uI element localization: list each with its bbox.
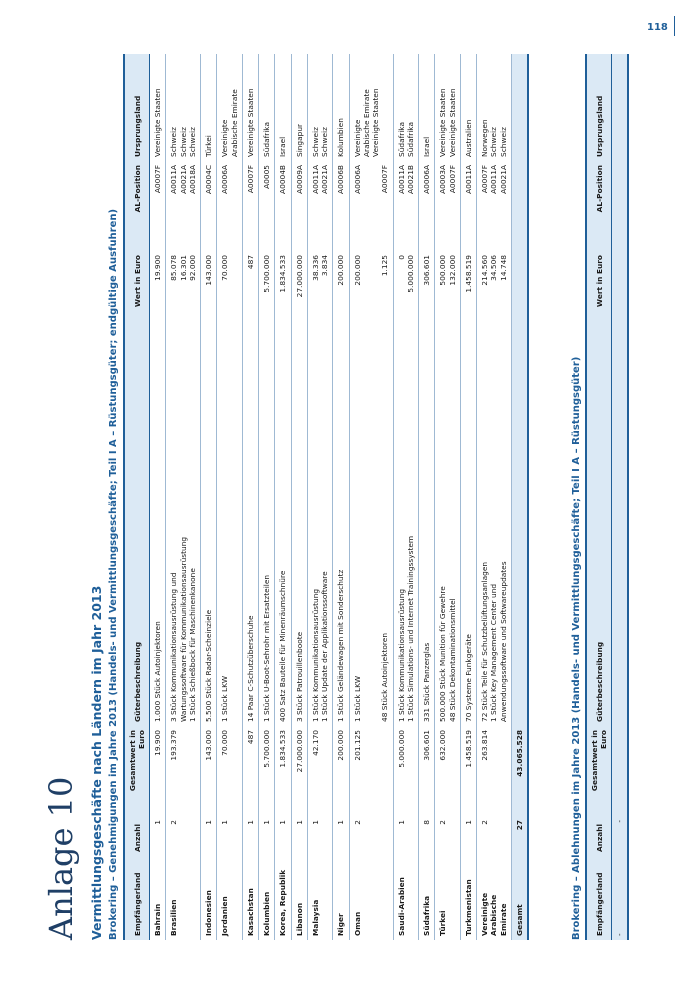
cell-gueterbeschreibung-line: 1 Stück Simulations- und Internet Trainingssystem [405,535,415,722]
cell-wert-line: 5.000.000 [405,255,415,293]
cell-wert-line: 487 [245,255,255,270]
cell-empfaengerland: Libanon [291,856,307,940]
total-gesamtwert: 43.065.528 [511,726,528,816]
cell-gueterbeschreibung-line: 3 Stück Kommunikationsausrüstung und [169,572,179,722]
cell-anzahl: 1 [333,816,349,856]
rejections-table [585,54,629,940]
cell-ursprungsland [201,54,217,161]
approvals-table [123,54,529,940]
cell-wert [333,251,349,506]
rejection-empty [612,161,629,251]
cell-gueterbeschreibung-line: 1 Stück Schießbock für Maschinenkanone [187,568,197,722]
header-gesamtwert: Gesamtwert in Euro [124,726,150,816]
cell-wert [259,251,275,506]
cell-wert-line: 1.458.519 [463,255,473,293]
cell-gesamtwert: 487 [242,726,258,816]
cell-ursprungsland [419,54,435,161]
total-empty [511,161,528,251]
cell-wert-line: 132.000 [447,255,457,286]
cell-al-position-line [371,165,380,247]
cell-ursprungsland-line: Arabische Emirate [361,89,371,157]
cell-gueterbeschreibung [393,506,419,726]
cell-al-position-line: A0018A [187,165,197,194]
cell-ursprungsland-line: Vereinigte Staaten [438,88,448,157]
table-row [275,54,291,940]
cell-al-position-line: A0011A [489,165,499,194]
table-row [150,54,166,940]
cell-gueterbeschreibung-line: 1 Stück Key Management Center und [489,583,499,722]
cell-ursprungsland-line: Arabische Emirate [229,89,239,157]
cell-al-position-line: A0007F [153,165,162,194]
cell-anzahl: 1 [307,816,333,856]
header-anzahl: Anzahl [124,816,150,856]
landscape-content [42,50,675,940]
cell-wert [307,251,333,506]
cell-empfaengerland: Malaysia [307,856,333,940]
cell-gesamtwert: 200.000 [333,726,349,816]
cell-wert [393,251,419,506]
total-empty [511,506,528,726]
cell-al-position [242,161,258,251]
cell-gueterbeschreibung-line: 48 Stück Dekontaminationsmittel [447,598,457,722]
cell-wert [217,251,243,506]
table-row [393,54,419,940]
cell-al-position-line: A0006A [422,165,431,194]
table-row [435,54,461,940]
cell-empfaengerland: Brasilien [166,856,201,940]
rejection-anzahl: - [612,816,629,856]
cell-gueterbeschreibung-line: 1 Stück LKW [352,675,362,722]
cell-gueterbeschreibung-line: Anwendungssoftware und Softwareupdates [498,561,508,722]
cell-ursprungsland-line: Vereinigte Staaten [153,88,162,157]
cell-al-position-line: A0004C [204,165,213,195]
cell-gueterbeschreibung-line: 1 Stück Geländewagen mit Sonderschutz [336,569,346,722]
cell-anzahl: 1 [291,816,307,856]
cell-ursprungsland [291,54,307,161]
table-row [242,54,258,940]
cell-gesamtwert: 201.125 [349,726,393,816]
cell-empfaengerland: Oman [349,856,393,940]
cell-al-position-line: A0007F [447,165,457,194]
cell-wert-line: 200.000 [336,255,346,286]
cell-empfaengerland: Bahrain [150,856,166,940]
cell-al-position [333,161,349,251]
cell-anzahl: 2 [349,816,393,856]
cell-gueterbeschreibung [275,506,291,726]
cell-gueterbeschreibung-line [362,510,371,722]
cell-ursprungsland-line: Kolumbien [336,118,346,157]
cell-gueterbeschreibung-line: 1.000 Stück Autoinjektoren [153,621,162,722]
cell-al-position-line: A0006A [220,165,230,194]
cell-gueterbeschreibung-line: 48 Stück Autoinjektoren [380,632,390,722]
rejection-empty [612,726,629,816]
cell-al-position [435,161,461,251]
cell-al-position-line: A0005 [262,165,271,189]
cell-al-position [291,161,307,251]
cell-empfaengerland: Kasachstan [242,856,258,940]
cell-anzahl: 2 [166,816,201,856]
cell-ursprungsland-line: Vereinigte [352,119,362,157]
cell-al-position-line: A0004B [278,165,288,194]
section-heading: Vermittlungsgeschäfte nach Ländern im Jahr 2013 [89,585,104,940]
cell-empfaengerland: Türkei [435,856,461,940]
cell-ursprungsland-line: Vereinigte [220,119,230,157]
cell-gesamtwert: 632.000 [435,726,461,816]
cell-gueterbeschreibung-line: 72 Stück Teile für Schutzbelüftungsanlagen [480,561,489,722]
header-wert: Wert in Euro [586,251,612,506]
cell-al-position-line: A0011A [463,165,473,194]
cell-anzahl: 1 [217,816,243,856]
cell-gesamtwert: 5.000.000 [393,726,419,816]
total-empty [511,251,528,506]
header-al-position: AL-Position [124,161,150,251]
cell-anzahl: 1 [150,816,166,856]
cell-wert-line: 34.506 [489,255,499,281]
cell-gueterbeschreibung [460,506,476,726]
header-wert: Wert in Euro [124,251,150,506]
cell-gueterbeschreibung [166,506,201,726]
cell-ursprungsland [333,54,349,161]
cell-wert-line: 5.700.000 [262,255,271,293]
cell-wert-line: 85.078 [169,255,179,281]
cell-al-position-line: A0021A [498,165,508,194]
cell-gueterbeschreibung [259,506,275,726]
cell-al-position-line: A0007F [245,165,255,194]
cell-al-position [275,161,291,251]
cell-al-position-line: A0011A [169,165,179,194]
cell-gesamtwert: 1.458.519 [460,726,476,816]
cell-ursprungsland [217,54,243,161]
cell-gesamtwert: 263.814 [477,726,512,816]
cell-gueterbeschreibung [307,506,333,726]
cell-wert-line: 214.560 [480,255,489,286]
total-anzahl: 27 [511,816,528,856]
cell-al-position-line: A0006B [336,165,346,194]
cell-wert-line: 19.900 [153,255,162,281]
table-row [291,54,307,940]
cell-al-position-line: A0006A [352,165,362,194]
cell-ursprungsland [275,54,291,161]
cell-gesamtwert: 27.000.000 [291,726,307,816]
total-empty [511,54,528,161]
cell-wert-line: 200.000 [352,255,362,286]
cell-gueterbeschreibung-line: 1 Stück Kommunikationsausrüstung [310,588,320,722]
cell-anzahl: 1 [460,816,476,856]
cell-wert-line [362,255,371,502]
cell-wert [477,251,512,506]
cell-wert-line [371,255,380,502]
table-row [201,54,217,940]
cell-ursprungsland [435,54,461,161]
cell-ursprungsland-line: Australien [463,119,473,157]
cell-wert-line: 1.125 [380,255,390,277]
cell-al-position-line: A0007F [380,165,390,194]
cell-al-position-line: A0021A [178,165,188,194]
total-label: Gesamt [511,856,528,940]
cell-al-position [460,161,476,251]
cell-gueterbeschreibung [349,506,393,726]
header-ursprungsland: Ursprungsland [586,54,612,161]
cell-al-position-line: A0011A [310,165,320,194]
cell-wert [166,251,201,506]
cell-empfaengerland: Jordanien [217,856,243,940]
cell-ursprungsland-line: Südafrika [405,122,415,157]
cell-al-position [201,161,217,251]
cell-anzahl: 2 [435,816,461,856]
cell-ursprungsland [242,54,258,161]
cell-wert-line: 16.301 [178,255,188,281]
header-gesamtwert: Gesamtwert in Euro [586,726,612,816]
rejection-empty [612,506,629,726]
cell-al-position [217,161,243,251]
cell-gueterbeschreibung-line: 70 Systeme Funkgeräte [463,634,473,722]
table-row [460,54,476,940]
total-row [511,54,528,940]
cell-ursprungsland-line: Schweiz [310,127,320,157]
cell-al-position-line: A0003A [438,165,448,194]
cell-ursprungsland [349,54,393,161]
cell-al-position [393,161,419,251]
header-al-position: AL-Position [586,161,612,251]
cell-wert-line: 0 [396,255,406,260]
cell-gueterbeschreibung-line: 1 Stück LKW [220,675,230,722]
cell-wert [349,251,393,506]
cell-ursprungsland-line: Schweiz [320,127,329,157]
cell-wert-line: 500.000 [438,255,448,286]
cell-wert [201,251,217,506]
rejection-empty [612,251,629,506]
cell-gesamtwert: 1.834.533 [275,726,291,816]
cell-wert [242,251,258,506]
cell-empfaengerland: Turkmenistan [460,856,476,940]
cell-gueterbeschreibung-line: 400 Satz Bauteile für Minenräumschnüre [278,570,288,722]
cell-ursprungsland-line: Israel [278,136,288,157]
cell-ursprungsland-line: Singapur [294,123,304,157]
cell-empfaengerland: Korea, Republik [275,856,291,940]
cell-ursprungsland-line: Schweiz [187,127,197,157]
rejection-land: - [612,856,629,940]
cell-ursprungsland-line: Vereinigte Staaten [447,88,457,157]
cell-gueterbeschreibung-line: Wartungssoftware für Kommunikationsausrüstung [178,536,188,722]
cell-ursprungsland-line: Südafrika [396,122,406,157]
table-row [333,54,349,940]
rejections-table-header [586,54,612,940]
table-row [307,54,333,940]
cell-al-position-line: A0021A [320,165,329,194]
cell-gesamtwert: 19.900 [150,726,166,816]
cell-gesamtwert: 5.700.000 [259,726,275,816]
table-row [217,54,243,940]
cell-anzahl: 1 [242,816,258,856]
cell-anzahl: 2 [477,816,512,856]
table-row [477,54,512,940]
cell-wert [460,251,476,506]
cell-ursprungsland-line: Schweiz [178,127,188,157]
cell-gueterbeschreibung [333,506,349,726]
cell-gueterbeschreibung-line: 5.500 Stück Radar-Scheinziele [204,609,213,722]
cell-ursprungsland-line: Norwegen [480,119,489,157]
cell-gueterbeschreibung [242,506,258,726]
cell-ursprungsland [150,54,166,161]
cell-gueterbeschreibung-line: 500.000 Stück Munition für Gewehre [438,586,448,722]
cell-wert-line: 70.000 [220,255,230,281]
cell-gueterbeschreibung-line: 1 Stück Kommunikationsausrüstung [396,588,406,722]
cell-anzahl: 1 [393,816,419,856]
header-gueterbeschreibung: Güterbeschreibung [124,506,150,726]
cell-ursprungsland [307,54,333,161]
cell-gueterbeschreibung [419,506,435,726]
header-empfaengerland: Empfängerland [586,856,612,940]
cell-al-position [150,161,166,251]
cell-al-position [259,161,275,251]
cell-al-position-line: A0021B [405,165,415,194]
cell-wert-line: 306.601 [422,255,431,286]
cell-wert-line: 3.834 [320,255,329,277]
cell-gesamtwert: 70.000 [217,726,243,816]
table-row [349,54,393,940]
table-row [259,54,275,940]
cell-al-position-line: A0009A [294,165,304,194]
cell-ursprungsland [166,54,201,161]
cell-ursprungsland-line: Türkei [204,135,213,157]
header-anzahl: Anzahl [586,816,612,856]
cell-gesamtwert: 42.170 [307,726,333,816]
cell-wert-line: 14.748 [498,255,508,281]
cell-wert-line: 27.000.000 [294,255,304,298]
cell-gesamtwert: 143.000 [201,726,217,816]
cell-ursprungsland [477,54,512,161]
cell-empfaengerland: Indonesien [201,856,217,940]
cell-ursprungsland [460,54,476,161]
cell-anzahl: 1 [259,816,275,856]
cell-gesamtwert: 193.379 [166,726,201,816]
cell-al-position [166,161,201,251]
cell-wert-line: 143.000 [204,255,213,286]
cell-wert-line: 1.834.533 [278,255,288,293]
cell-ursprungsland-line: Israel [422,136,431,157]
cell-ursprungsland-line: Schweiz [498,127,508,157]
cell-al-position-line: A0011A [396,165,406,194]
table-row [166,54,201,940]
cell-ursprungsland [259,54,275,161]
cell-empfaengerland: Südafrika [419,856,435,940]
cell-gueterbeschreibung [435,506,461,726]
cell-al-position [477,161,512,251]
approvals-table-body [150,54,512,940]
cell-wert [435,251,461,506]
cell-gueterbeschreibung-line: 14 Paar C-Schutzüberschuhe [245,615,255,722]
cell-al-position-line [362,165,371,247]
anlage-title: Anlage 10 [42,776,80,940]
cell-al-position [307,161,333,251]
page-number: 118 [647,22,668,33]
cell-wert-line: 38.336 [310,255,320,281]
cell-empfaengerland: Niger [333,856,349,940]
table-row [419,54,435,940]
cell-gesamtwert: 306.601 [419,726,435,816]
cell-gueterbeschreibung [291,506,307,726]
cell-ursprungsland-line: Schweiz [169,127,179,157]
cell-wert [150,251,166,506]
cell-ursprungsland-line: Schweiz [489,127,499,157]
cell-gueterbeschreibung-line [371,510,380,722]
cell-ursprungsland [393,54,419,161]
cell-anzahl: 8 [419,816,435,856]
cell-ursprungsland-line: Vereinigte Staaten [371,88,380,157]
rejection-empty [612,54,629,161]
header-gueterbeschreibung: Güterbeschreibung [586,506,612,726]
cell-gueterbeschreibung-line: 1 Stück U-Boot-Sehrohr mit Ersatzteilen [262,574,271,722]
cell-gueterbeschreibung [201,506,217,726]
rejections-subheading: Brokering – Ablehnungen im Jahre 2013 (Handels- und Vermittlungsgeschäfte; Teil I A – Rüstungsgüter) [571,356,582,940]
cell-wert [275,251,291,506]
cell-wert [419,251,435,506]
cell-empfaengerland: Kolumbien [259,856,275,940]
cell-gueterbeschreibung [477,506,512,726]
cell-wert-line: 92.000 [187,255,197,281]
rejections-row [612,54,629,940]
cell-wert [291,251,307,506]
cell-empfaengerland: Saudi-Arabien [393,856,419,940]
cell-gueterbeschreibung-line: 3 Stück Patrouillenboote [294,631,304,722]
cell-ursprungsland-line: Südafrika [262,122,271,157]
header-ursprungsland: Ursprungsland [124,54,150,161]
cell-gueterbeschreibung [150,506,166,726]
cell-al-position [419,161,435,251]
cell-gueterbeschreibung [217,506,243,726]
header-empfaengerland: Empfängerland [124,856,150,940]
cell-al-position-line: A0007F [480,165,489,194]
page-number-divider [674,16,675,36]
cell-anzahl: 1 [275,816,291,856]
cell-al-position [349,161,393,251]
cell-anzahl: 1 [201,816,217,856]
cell-empfaengerland: Vereinigte Arabische Emirate [477,856,512,940]
cell-gueterbeschreibung-line: 331 Stück Panzerglas [422,642,431,722]
approvals-table-header [124,54,150,940]
cell-ursprungsland-line: Vereinigte Staaten [245,88,255,157]
approvals-subheading: Brokering – Genehmigungen im Jahre 2013 (Handels- und Vermittlungsgeschäfte; Teil I A – Rüstungsgüter; endgültige Ausfuhren) [108,208,119,940]
cell-gueterbeschreibung-line: 1 Stück Update der Applikationssoftware [320,571,329,722]
